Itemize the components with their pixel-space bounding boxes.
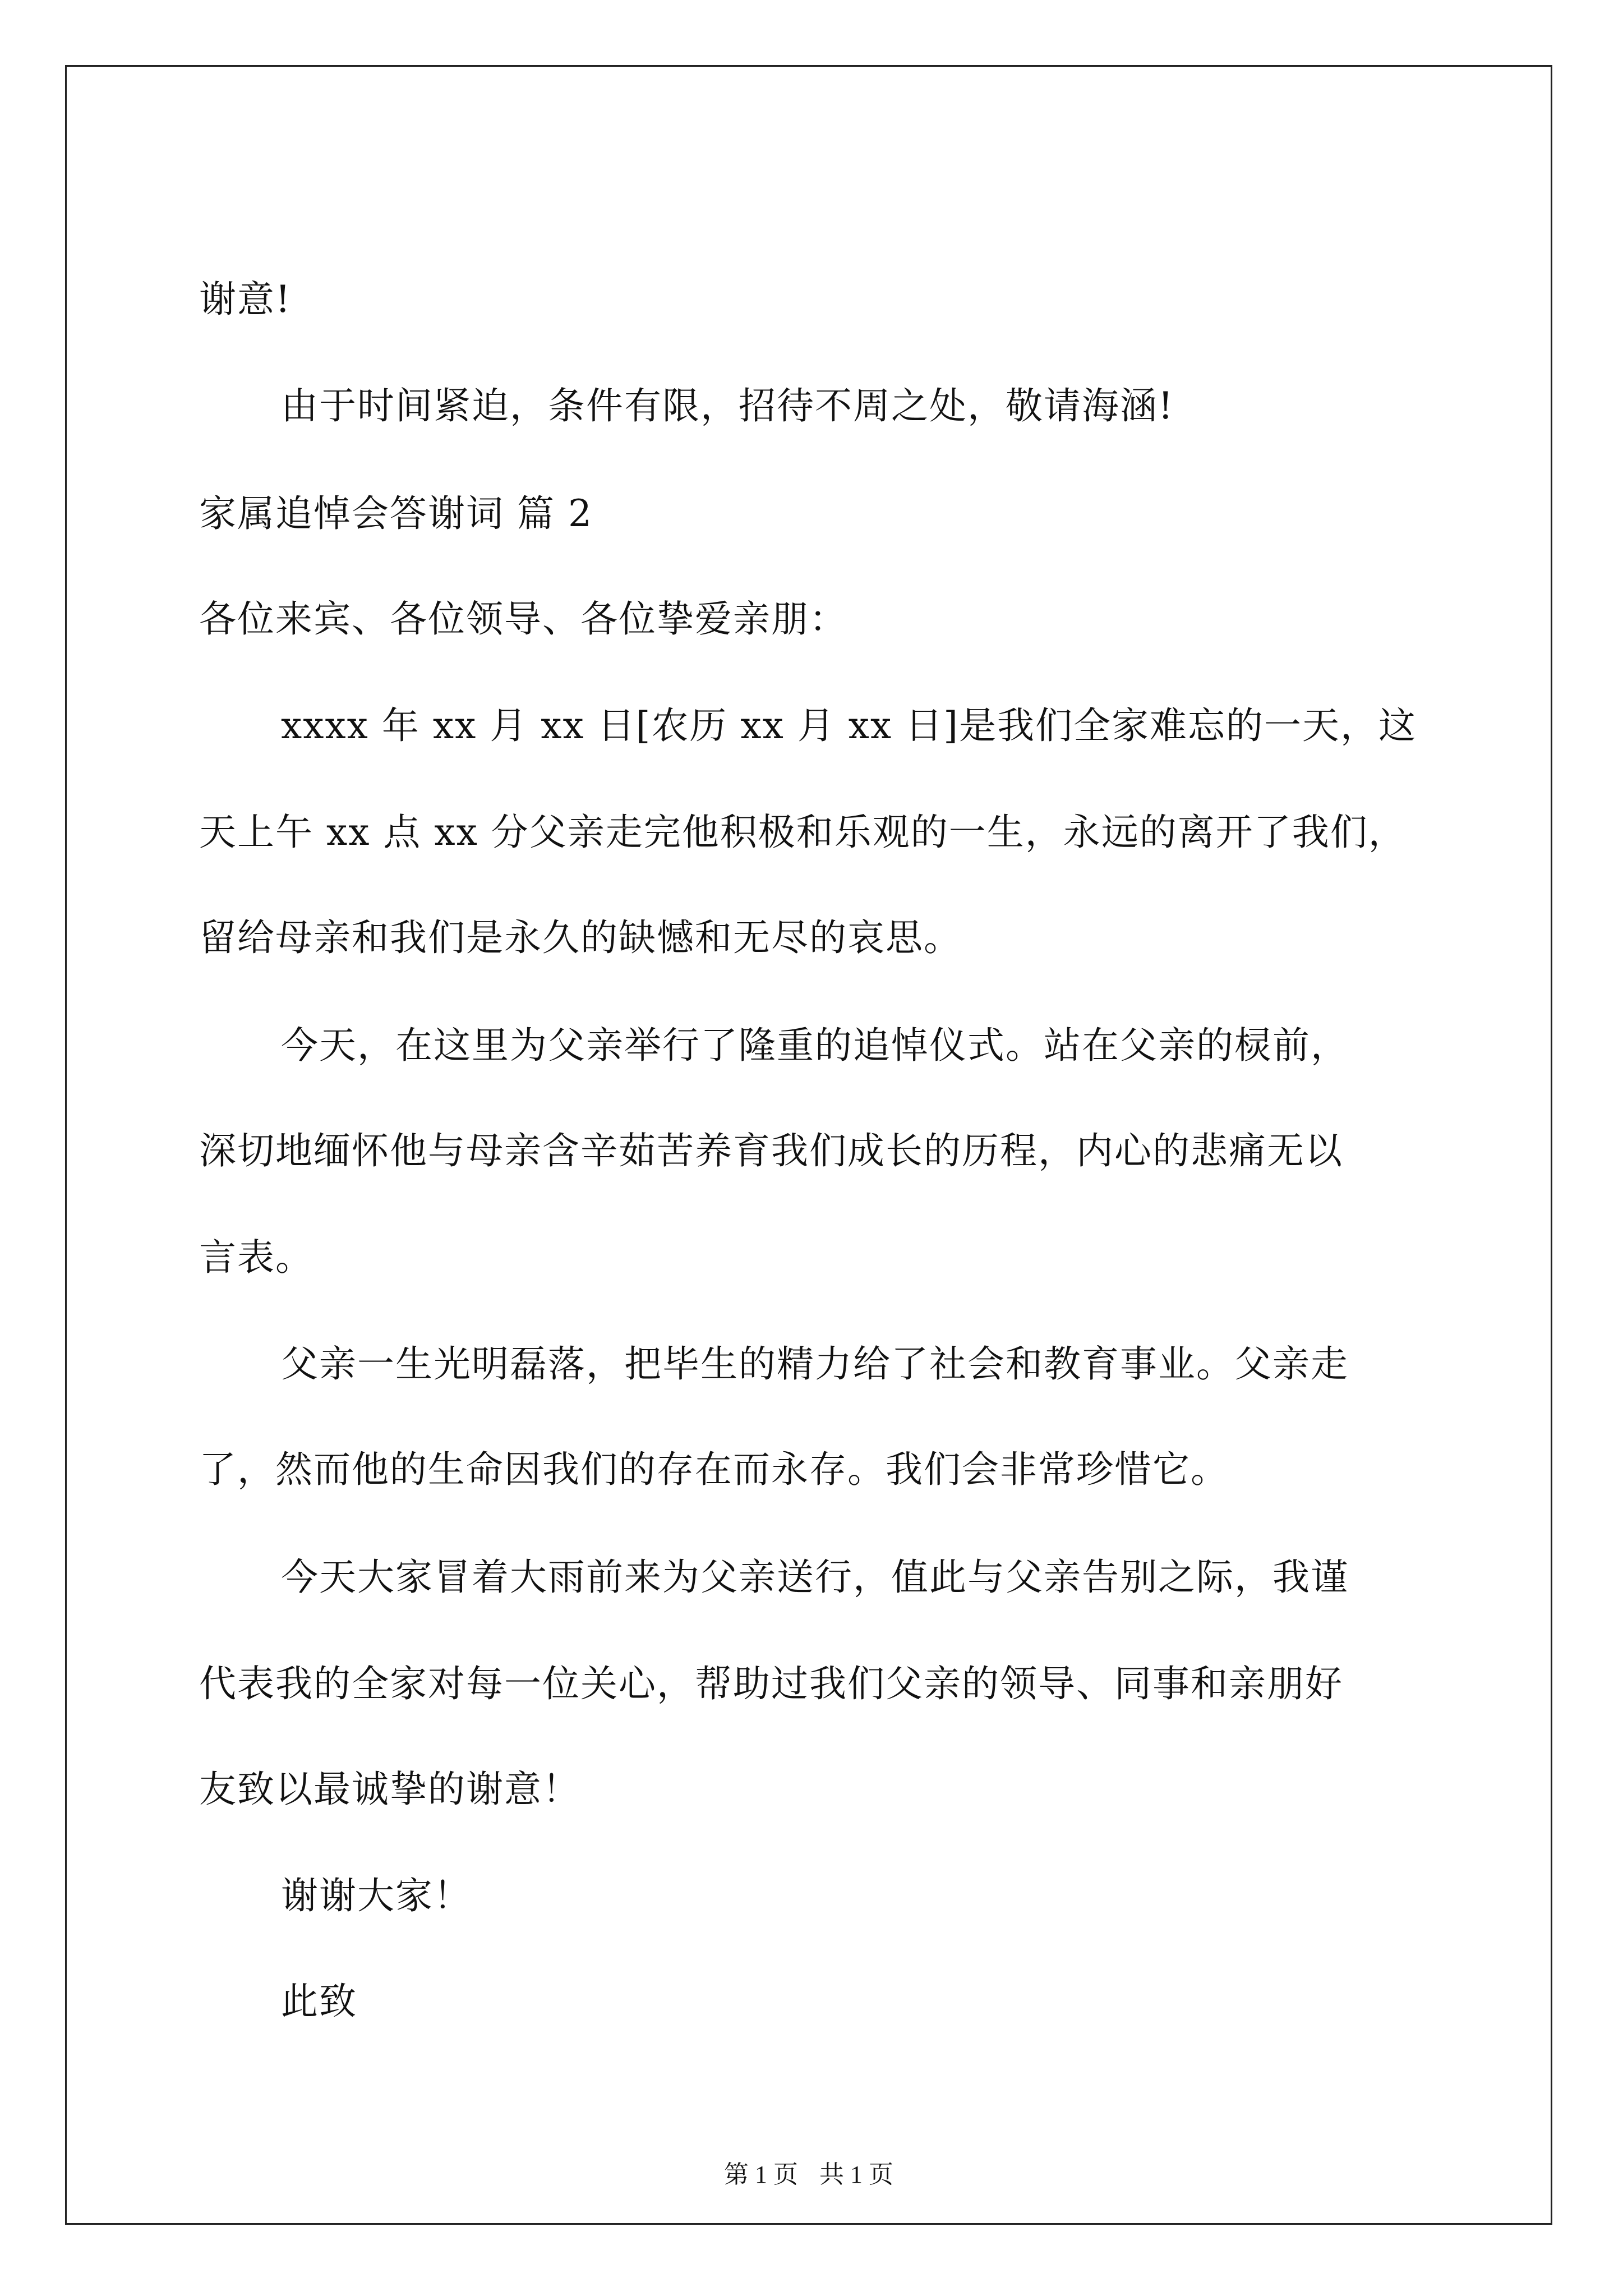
page-frame (65, 65, 1552, 2225)
text-line: 了，然而他的生命因我们的存在而永存。我们会非常珍惜它。 (199, 1448, 1229, 1491)
text-line: 由于时间紧迫，条件有限，招待不周之处，敬请海涵! (281, 384, 1174, 427)
text-line: 今天大家冒着大雨前来为父亲送行，值此与父亲告别之际，我谨 (281, 1556, 1349, 1599)
text-line: 友致以最诚挚的谢意！ (199, 1768, 580, 1811)
page-number: 第 1 页 (724, 2161, 798, 2188)
text-line: 天上午 xx 点 xx 分父亲走完他积极和乐观的一生，永远的离开了我们， (199, 811, 1407, 854)
text-line: 谢谢大家！ (281, 1874, 472, 1917)
page-total: 共 1 页 (819, 2161, 893, 2188)
page-footer (67, 2158, 1551, 2192)
text-line: 谢意! (199, 278, 292, 321)
salutation: 各位来宾、各位领导、各位挚爱亲朋： (199, 597, 847, 641)
text-line: 言表。 (199, 1236, 313, 1279)
text-line: 父亲一生光明磊落，把毕生的精力给了社会和教育事业。父亲走 (281, 1342, 1349, 1386)
text-line: 代表我的全家对每一位关心，帮助过我们父亲的领导、同事和亲朋好 (199, 1662, 1343, 1705)
section-title: 家属追悼会答谢词 篇 2 (199, 492, 593, 535)
document-body (67, 67, 1551, 2223)
text-line: 今天，在这里为父亲举行了隆重的追悼仪式。站在父亲的棂前， (281, 1024, 1349, 1067)
text-line: xxxx 年 xx 月 xx 日[农历 xx 月 xx 日]是我们全家难忘的一天，这 (281, 704, 1417, 747)
closing: 此致 (281, 1980, 357, 2023)
text-line: 留给母亲和我们是永久的缺憾和无尽的哀思。 (199, 916, 962, 959)
text-line: 深切地缅怀他与母亲含辛茹苦养育我们成长的历程，内心的悲痛无以 (199, 1129, 1343, 1172)
